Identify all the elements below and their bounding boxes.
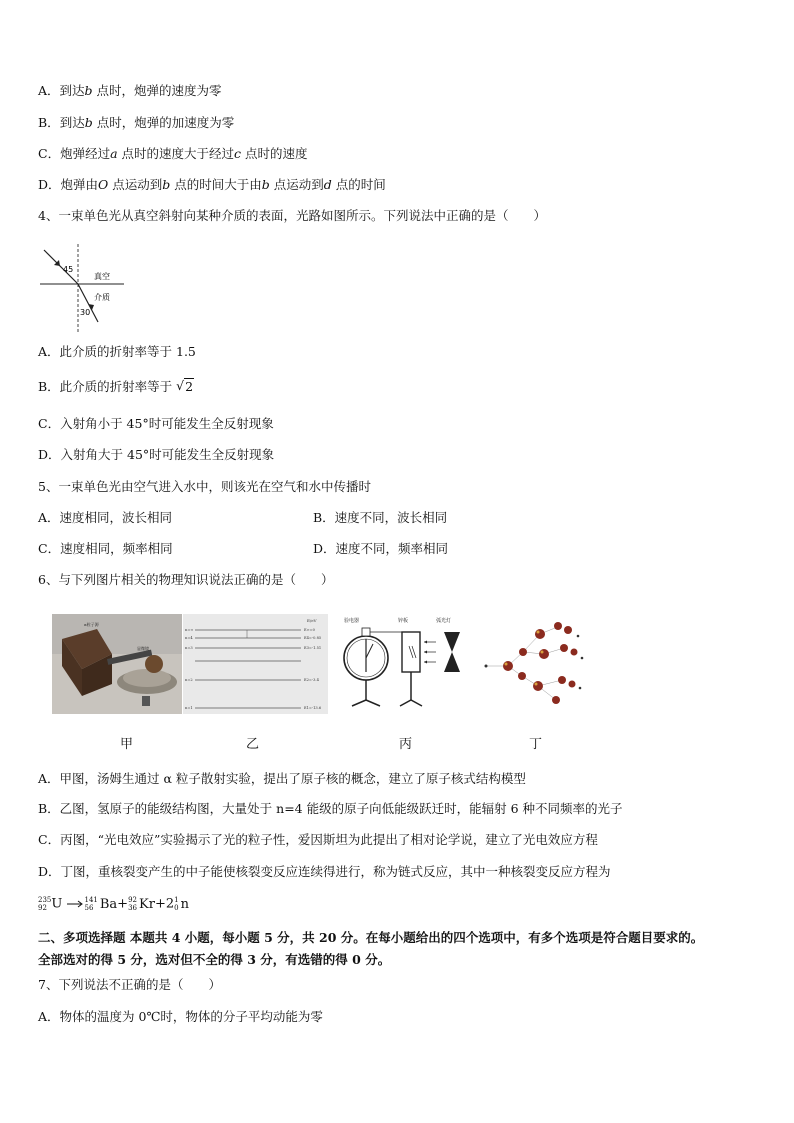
caption-ding: 丁 — [529, 737, 543, 752]
level-label: n=4 — [185, 636, 193, 640]
q3-option-b — [38, 114, 234, 132]
q7-option-a: A．物体的温度为 0℃时，物体的分子平均动能为零 — [38, 1009, 323, 1024]
energy-label: E2=-3.4 — [304, 678, 319, 682]
option-text: 点时，炮弹的速度为零 — [92, 83, 222, 98]
option-text: 点的时间 — [331, 177, 386, 192]
option-text: 点时的速度大于经过 — [117, 146, 235, 161]
q4-option-b — [38, 378, 194, 396]
option-text: 点的时间大于由 — [170, 177, 262, 192]
neutron-coefficient: 2 — [165, 896, 175, 912]
angle-bottom-label: 30 — [80, 308, 91, 317]
alpha-scattering-apparatus-image — [52, 614, 182, 714]
option-text: 点运动到 — [108, 177, 163, 192]
option-text: 炮弹由 — [60, 177, 99, 192]
n-atomic-number: 0 — [174, 904, 179, 912]
section2-heading-line2: 全部选对的得 5 分，选对但不全的得 3 分，有选错的得 0 分。 — [38, 952, 391, 967]
energy-label: E3=-1.51 — [304, 646, 322, 650]
refraction-diagram — [36, 244, 126, 336]
q6-option-a: A．甲图，汤姆生通过 α 粒子散射实验，提出了原子核的概念，建立了原子核式结构模型 — [38, 771, 526, 786]
angle-top-label: 45 — [63, 265, 74, 274]
q7-stem: 7、下列说法不正确的是（ ） — [38, 977, 221, 992]
option-text: 到达 — [59, 83, 85, 98]
plus-sign: + — [117, 896, 129, 912]
q3-option-c — [38, 145, 308, 163]
point-var: b — [261, 177, 270, 192]
arc-lamp-label: 弧光灯 — [436, 618, 452, 624]
kr-mass-number: 92 — [128, 896, 137, 904]
u-atomic-number: 92 — [38, 904, 47, 912]
option-text: 炮弹经过 — [60, 146, 111, 161]
hydrogen-energy-level-diagram — [183, 614, 328, 714]
photoelectric-effect-setup — [338, 614, 473, 714]
option-label: D． — [38, 177, 61, 192]
caption-yi: 乙 — [246, 737, 260, 752]
option-label: C． — [38, 146, 61, 161]
kr-atomic-number: 36 — [128, 904, 137, 912]
option-text: 点时，炮弹的加速度为零 — [92, 115, 235, 130]
svg-text:α粒子源: α粒子源 — [84, 622, 99, 627]
q4-option-a: A．此介质的折射率等于 1.5 — [38, 344, 196, 359]
q4-option-c: C．入射角小于 45°时可能发生全反射现象 — [38, 416, 274, 431]
q4-option-d: D．入射角大于 45°时可能发生全反射现象 — [38, 447, 275, 462]
option-label: B． — [38, 115, 60, 130]
vacuum-label: 真空 — [94, 272, 110, 281]
microscope — [145, 655, 163, 673]
svg-text:显微镜: 显微镜 — [137, 646, 149, 651]
medium-label: 介质 — [94, 293, 110, 302]
q4-stem: 4、一束单色光从真空斜射向某种介质的表面，光路如图所示。下列说法中正确的是（ ） — [38, 208, 546, 223]
caption-jia: 甲 — [120, 737, 134, 752]
level-label: n=2 — [185, 678, 193, 682]
electroscope-label: 验电器 — [344, 618, 360, 624]
krypton-symbol: Kr — [139, 896, 155, 912]
option-text: 点运动到 — [269, 177, 324, 192]
option-text: 到达 — [59, 115, 85, 130]
q6-stem: 6、与下列图片相关的物理知识说法正确的是（ ） — [38, 572, 334, 587]
chain-reaction-diagram — [478, 614, 588, 714]
option-text: 点时的速度 — [241, 146, 308, 161]
q6-option-c: C．丙图，“光电效应”实验揭示了光的粒子性，爱因斯坦为此提出了相对论学说，建立了光电效应方程 — [38, 832, 598, 847]
sqrt-value: 2 — [185, 379, 194, 394]
energy-label: E1=-13.6 — [304, 706, 322, 710]
level-label: n=∞ — [185, 628, 194, 632]
point-var: b — [84, 83, 93, 98]
option-label: A． — [38, 83, 60, 98]
q5-stem: 5、一束单色光由空气进入水中，则该光在空气和水中传播时 — [38, 479, 371, 494]
sqrt-sign: √ — [176, 378, 185, 393]
caption-bing: 丙 — [399, 737, 413, 752]
sqrt-expression — [176, 378, 194, 396]
ba-mass-number: 141 — [84, 896, 98, 904]
point-var: b — [162, 177, 171, 192]
fission-equation — [38, 896, 189, 920]
point-var: d — [323, 177, 332, 192]
q5-option-c: C．速度相同，频率相同 — [38, 541, 173, 556]
point-var: c — [234, 146, 242, 161]
point-var: a — [110, 146, 118, 161]
q5-option-a: A．速度相同，波长相同 — [38, 510, 173, 525]
q3-option-d — [38, 176, 386, 194]
barium-symbol: Ba — [99, 896, 118, 912]
point-var: O — [98, 177, 109, 192]
energy-label: E∞=0 — [304, 628, 315, 632]
ba-atomic-number: 56 — [84, 904, 94, 912]
u-mass-number: 235 — [38, 896, 52, 904]
q6-option-d: D．丁图，重核裂变产生的中子能使核裂变反应连续得进行，称为链式反应，其中一种核裂变反应方程为 — [38, 864, 611, 879]
zinc-plate-label: 锌板 — [398, 618, 409, 624]
neutron-symbol: n — [180, 896, 189, 912]
arc-lamp — [444, 632, 460, 652]
energy-unit-label: E/eV — [307, 618, 317, 623]
section2-heading-line1: 二、多项选择题 本题共 4 小题，每小题 5 分，共 20 分。在每小题给出的四个选项中，有多个选项是符合题目要求的。 — [38, 930, 704, 945]
option-text: B．此介质的折射率等于 — [38, 379, 173, 394]
q5-option-d: D．速度不同，频率相同 — [313, 541, 449, 556]
nucleus-particles — [503, 622, 578, 704]
n-mass-number: 1 — [174, 896, 179, 904]
point-var: b — [84, 115, 93, 130]
q6-option-b: B．乙图，氢原子的能级结构图，大量处于 n=4 能级的原子向低能级跃迁时，能辐射 6 种不同频率的光子 — [38, 801, 623, 816]
plus-sign: + — [154, 896, 166, 912]
uranium-symbol: U — [51, 896, 63, 912]
energy-label: E4=-0.85 — [304, 636, 322, 640]
level-label: n=1 — [185, 706, 193, 710]
q5-option-b: B．速度不同，波长相同 — [313, 510, 448, 525]
reaction-arrow — [66, 898, 84, 910]
level-label: n=3 — [185, 646, 193, 650]
q3-option-a — [38, 82, 222, 100]
